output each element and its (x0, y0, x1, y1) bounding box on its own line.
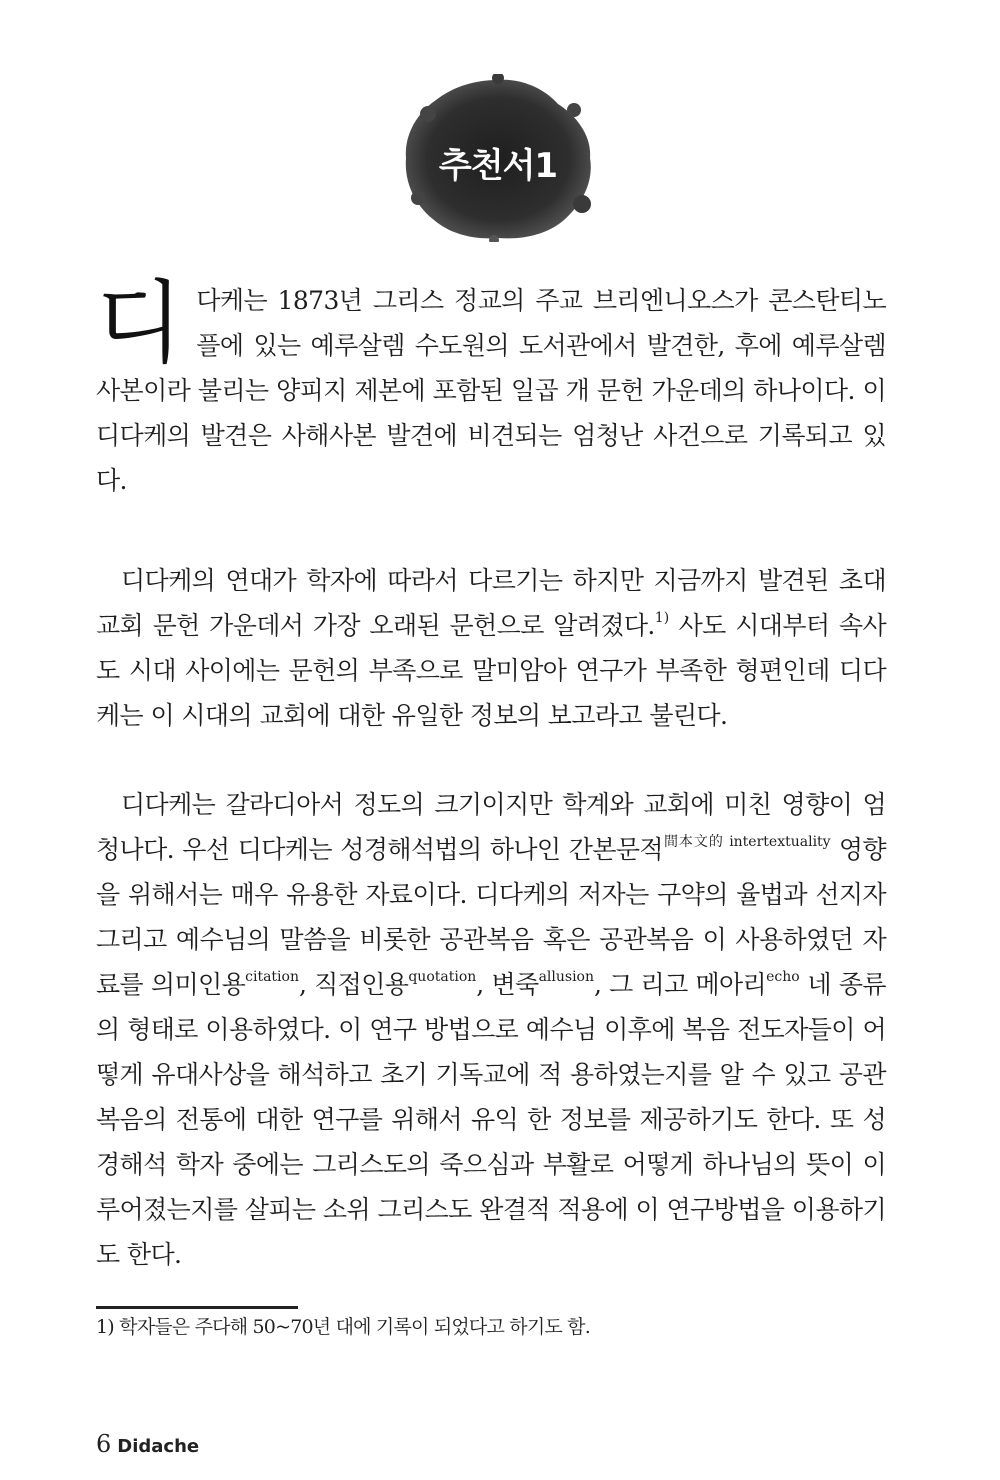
page-footer (96, 1430, 199, 1458)
chapter-title: 추천서1 (438, 146, 558, 186)
paragraph-3-text-4: , 변죽 (476, 970, 539, 999)
gloss-allusion: allusion (538, 969, 594, 985)
gloss-intertextuality: 間本文的 intertextuality (662, 834, 831, 850)
paragraph-1-text: 다케는 1873년 그리스 정교의 주교 브리엔니오스가 콘스탄티노플에 있는 예루살렘 수도원의 도서관에서 발견한, 후에 예루살렘 사본이라 불리는 양피지 제본에 포함된 일곱 개 문헌 가운데의 하나이다. 이 디다케의 발견은 사해사본 발견에 비견되는 엄청난 사건으로 기록되고 있다. (96, 286, 886, 495)
footnote: 1) 학자들은 주다해 50~70년 대에 기록이 되었다고 하기도 함. (96, 1316, 590, 1338)
footnote-reference: 1) (654, 610, 670, 626)
paragraph-3-text-5: , 그 리고 메아리 (594, 970, 767, 999)
running-title: Didache (117, 1436, 200, 1457)
paragraph-2-text-a: 디다케의 연대가 학자에 따라서 다르기는 하지만 지금까지 발견된 초대교회 문헌 가운데서 가장 오래된 문헌으로 알려졌다. (96, 566, 886, 640)
paragraph-3-text-3: , 직접인용 (298, 970, 409, 999)
paragraph-3-text-6: 네 종류의 형태로 이용하였다. 이 연구 방법으로 예수님 이후에 복음 전도자들이 어떻게 유대사상을 해석하고 초기 기독교에 적 용하였는지를 알 수 있고 공관복음의 전통에 대한 연구를 위해서 유익 한 정보를 제공하기도 한다. 또 성경해석 학자 중에는 그리스도의 죽으심과 부활로 어떻게 하나님의 뜻이 이루어졌는지를 살피는 소위 그리스도 완결적 적용에 이 연구방법을 이용하기도 한다. (96, 970, 886, 1269)
paragraph-2-text-b: 사도 시대부터 속사도 시대 사이에는 문헌의 부족으로 말미암아 연구가 부족한 형편인데 디다케는 이 시대의 교회에 대한 유일한 정보의 보고라고 불린다. (96, 611, 886, 730)
chapter-heading (398, 74, 598, 242)
gloss-quotation: quotation (408, 969, 477, 985)
paragraph-3-text-2: 영향을 위해서는 매우 유용한 자료이다. 디다케의 저자는 구약의 율법과 선지자 그리고 예수님의 말씀을 비롯한 공관복음 혹은 공관복음 이 사용하였던 자료를 의미인용 (96, 835, 886, 999)
paragraph-1 (96, 271, 886, 503)
gloss-echo: echo (766, 969, 800, 985)
paragraph-3-text-1: 디다케는 갈라디아서 정도의 크기이지만 학계와 교회에 미친 영향이 엄청나다. 우선 디다케는 성경해석법의 하나인 간본문적 (96, 790, 886, 864)
gloss-citation: citation (245, 969, 299, 985)
paragraph-3 (96, 782, 886, 1277)
paragraph-2 (96, 558, 886, 738)
page-number: 6 (96, 1430, 112, 1458)
drop-cap: 디 (96, 271, 183, 376)
footnote-divider (96, 1306, 298, 1309)
